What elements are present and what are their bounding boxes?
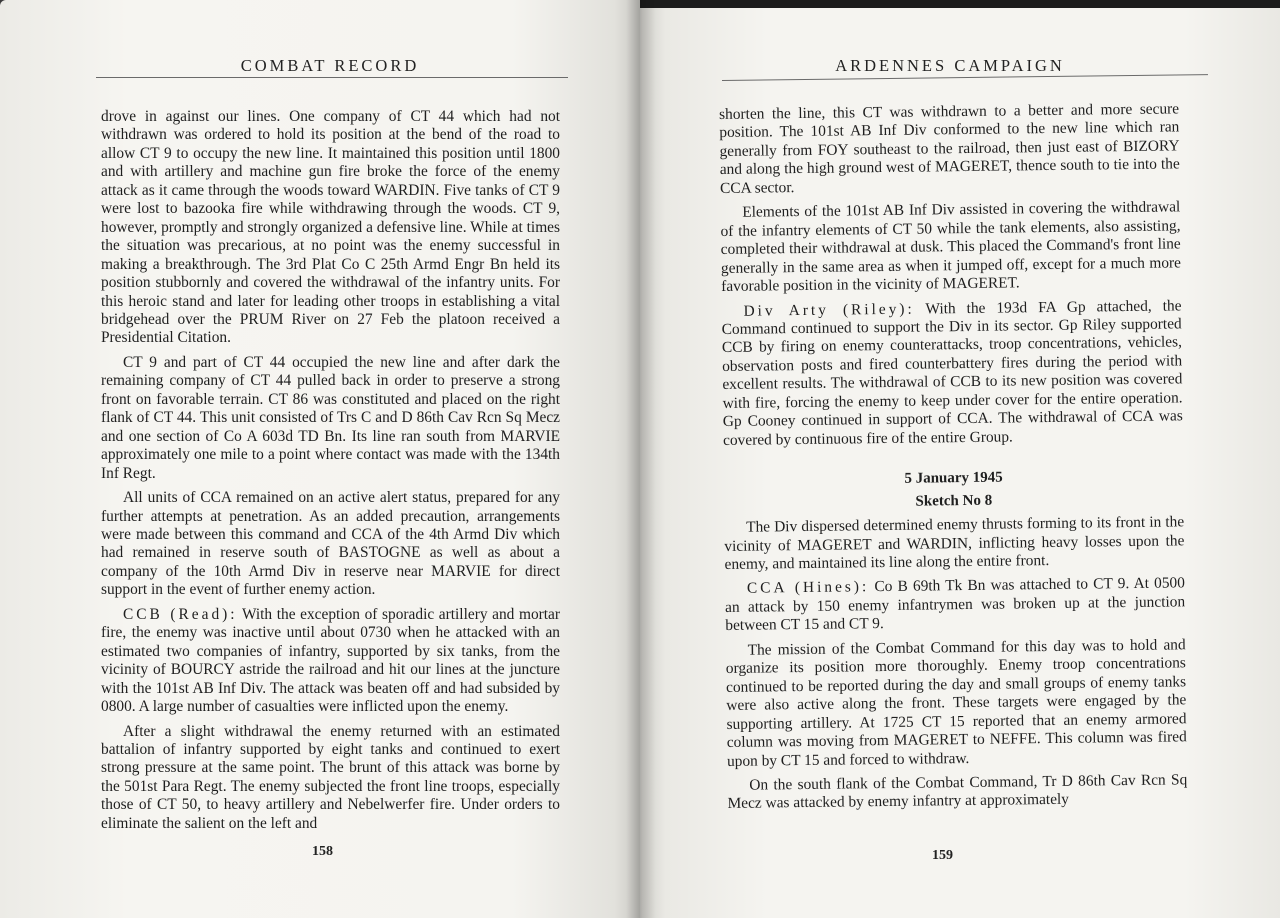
sketch-heading: Sketch No 8 <box>915 492 993 510</box>
unit-lead: CCB (Read): <box>123 605 238 623</box>
page-edge-shadow <box>640 0 1280 8</box>
paragraph: drove in against our lines. One company of CT 44 which had not withdrawn was ordered to hold its position at the bend of the road to allow CT 9 to occupy the new line. It maintained this position until 1800 and with artillery and machine gun fire broke the force of the enemy attack as it came through the woods toward WARDIN. Five tanks of CT 9 were lost to bazooka fire while withdrawing through the woods. CT 9, however, promptly and strongly organized a defensive line. While at times the situation was precarious, at no point was the enemy successful in making a breakthrough. The 3rd Plat Co C 25th Armd Engr Bn held its position stubbornly and covered the withdrawal of the infantry units. For this heroic stand and later for leading other troops in establishing a vital bridgehead over the PRUM River on 27 Feb the platoon received a Presidential Citation. <box>101 108 560 347</box>
paragraph <box>725 575 1186 636</box>
page-number-right: 159 <box>932 848 953 863</box>
unit-lead: Div Arty (Riley): <box>743 300 915 320</box>
paragraph: Elements of the 101st AB Inf Div assisted in covering the withdrawal of the infantry elements of CT 50 while the tank elements, also assisting, completed their withdrawal at dusk. This placed the Command's front line generally in the same area as when it jumped off, except for a much more favorable position in the vicinity of MAGERET. <box>720 198 1182 296</box>
date-heading: 5 January 1945 <box>904 469 1003 487</box>
unit-lead: CCA (Hines): <box>746 578 870 598</box>
running-head-left: COMBAT RECORD <box>240 56 420 75</box>
page-number-left: 158 <box>312 844 333 859</box>
paragraph-text: With the 193d FA Gp attached, the Command continued to support the Div in its sector. Gp Riley supported CCB by firing on enemy counterattacks, troop concentrations, vehicles, observation posts and fired counterbattery fires during the period with excellent results. The withdrawal of CCB to its new position was covered with fire, forcing the enemy to keep under cover for the entire operation. Gp Cooney continued in support of CCA. The withdrawal of CCA was covered by continuous fire of the entire Group. <box>721 296 1183 449</box>
header-rule-left <box>96 77 568 78</box>
paragraph-text: Co B 69th Tk Bn was attached to CT 9. At 0500 an attack by 150 enemy infantrymen was broken up at the junction between CT 15 and CT 9. <box>725 574 1186 635</box>
running-head-right: ARDENNES CAMPAIGN <box>835 56 1065 75</box>
paragraph: CT 9 and part of CT 44 occupied the new line and after dark the remaining company of CT 44 pulled back in order to preserve a strong front on favorable terrain. CT 86 was constituted and placed on the right flank of CT 44. This unit consisted of Trs C and D 86th Cav Rcn Sq Mecz and one section of Co A 603d TD Bn. Its line ran south from MARVIE approximately one mile to a point where contact was made with the 134th Inf Regt. <box>101 353 560 482</box>
paragraph: After a slight withdrawal the enemy returned with an estimated battalion of infantry supported by eight tanks and continued to exert strong pressure at the same point. The brunt of this attack was borne by the 501st Para Regt. The enemy subjected the front line troops, especially those of CT 50, to heavy artillery and Nebelwerfer fire. Under orders to eliminate the salient on the left and <box>101 722 560 832</box>
paragraph: shorten the line, this CT was withdrawn to a better and more secure position. The 101st AB Inf Div conformed to the new line which ran generally from FOY southeast to the railroad, then just east of BIZORY and along the high ground west of MAGERET, thence south to tie into the CCA sector. <box>719 100 1180 197</box>
body-text-left <box>101 108 560 833</box>
body-text-right <box>719 100 1188 813</box>
paragraph: All units of CCA remained on an active alert status, prepared for any further attempts at penetration. As an added precaution, arrangements were made between this command and CCA of the 4th Armd Div which had remained in reserve south of BASTOGNE as well as about a company of the 10th Armd Div in reserve near MARVIE for direct support in the event of further enemy action. <box>101 489 560 599</box>
paragraph: The mission of the Combat Command for this day was to hold and organize its position more thoroughly. Enemy troop concentrations continued to be reported during the day and small groups of enemy tanks were also active along the front. These targets were engaged by the supporting artillery. At 1725 CT 15 reported that an enemy armored column was moving from MAGERET to NEFFE. This column was fired upon by CT 15 and forced to withdraw. <box>725 636 1187 770</box>
paragraph <box>101 606 560 717</box>
paragraph: On the south flank of the Combat Command, Tr D 86th Cav Rcn Sq Mecz was attacked by enemy infantry at approximately <box>727 771 1188 813</box>
right-page <box>640 0 1280 918</box>
paragraph: The Div dispersed determined enemy thrusts forming to its front in the vicinity of MAGERET and WARDIN, inflicting heavy losses upon the enemy, and maintained its line along the entire front. <box>724 513 1185 573</box>
paragraph-text: With the exception of sporadic artillery and mortar fire, the enemy was inactive until about 0730 when he attacked with an estimated two companies of infantry, supported by six tanks, from the vicinity of BOURCY astride the railroad and hit our lines at the juncture with the 101st AB Inf Div. The attack was beaten off and had subsided by 0800. A large number of casualties were inflicted upon the enemy. <box>101 605 561 716</box>
paragraph <box>721 297 1183 450</box>
